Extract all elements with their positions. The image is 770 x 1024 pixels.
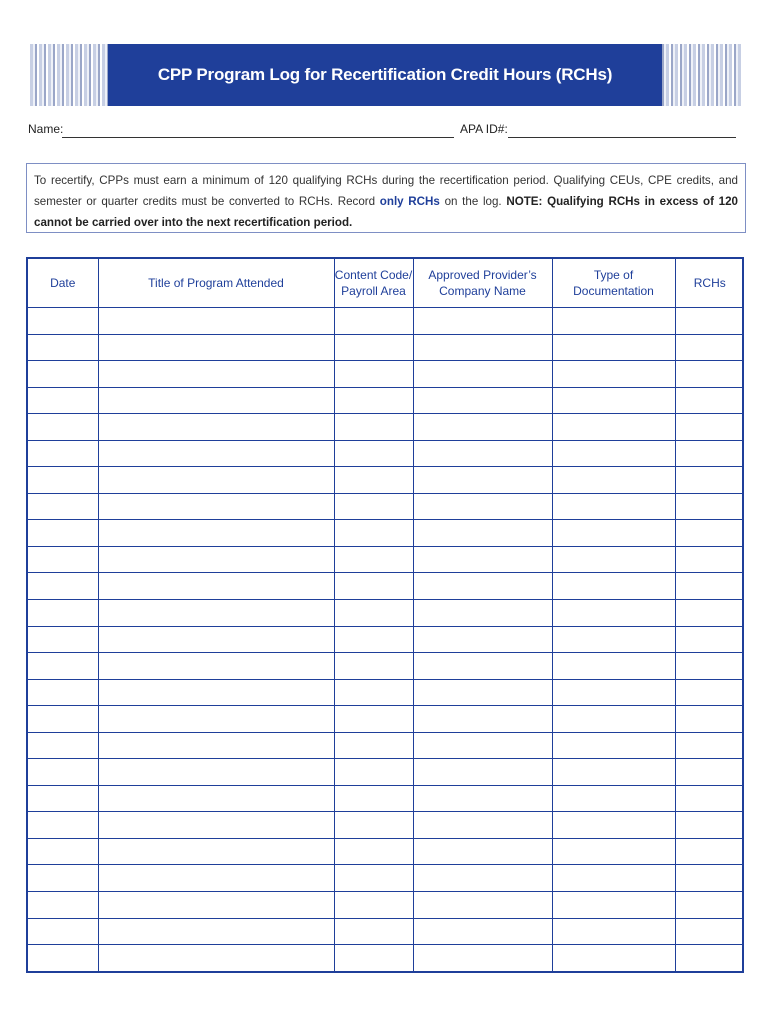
cell-content-code[interactable] [334, 387, 413, 414]
cell-content-code[interactable] [334, 600, 413, 627]
cell-date[interactable] [28, 653, 98, 680]
cell-provider[interactable] [413, 706, 552, 733]
apa-id-label: APA ID#: [460, 122, 508, 136]
cell-title[interactable] [98, 334, 334, 361]
cell-rchs[interactable] [675, 467, 744, 494]
cell-provider[interactable] [413, 600, 552, 627]
cell-rchs[interactable] [675, 493, 744, 520]
table-row [28, 812, 744, 839]
instructions-text: To recertify, CPPs must earn a minimum of 120 qualifying RCHs during the recertification period. Qualifying CEUs, CPE credits, and semester or quarter credits must be converted to RCHs. Record [34, 174, 738, 208]
cell-date[interactable] [28, 918, 98, 945]
cell-documentation[interactable] [552, 865, 675, 892]
cell-date[interactable] [28, 334, 98, 361]
cell-title[interactable] [98, 626, 334, 653]
cell-title[interactable] [98, 493, 334, 520]
cell-rchs[interactable] [675, 387, 744, 414]
cell-date[interactable] [28, 945, 98, 971]
cell-provider[interactable] [413, 573, 552, 600]
cell-documentation[interactable] [552, 785, 675, 812]
cell-rchs[interactable] [675, 573, 744, 600]
table-row [28, 918, 744, 945]
cell-documentation[interactable] [552, 679, 675, 706]
cell-content-code[interactable] [334, 440, 413, 467]
cell-rchs[interactable] [675, 892, 744, 919]
cell-provider[interactable] [413, 679, 552, 706]
cell-content-code[interactable] [334, 838, 413, 865]
cell-date[interactable] [28, 493, 98, 520]
cell-documentation[interactable] [552, 732, 675, 759]
cell-content-code[interactable] [334, 918, 413, 945]
cell-title[interactable] [98, 414, 334, 441]
cell-rchs[interactable] [675, 308, 744, 335]
cell-documentation[interactable] [552, 892, 675, 919]
table-row [28, 387, 744, 414]
cell-rchs[interactable] [675, 414, 744, 441]
cell-documentation[interactable] [552, 838, 675, 865]
cell-provider[interactable] [413, 653, 552, 680]
title-bar [108, 44, 662, 106]
cell-title[interactable] [98, 546, 334, 573]
cell-documentation[interactable] [552, 945, 675, 971]
cell-date[interactable] [28, 812, 98, 839]
cell-documentation[interactable] [552, 573, 675, 600]
cell-documentation[interactable] [552, 308, 675, 335]
cell-content-code[interactable] [334, 546, 413, 573]
cell-provider[interactable] [413, 440, 552, 467]
table-body [28, 308, 744, 972]
cell-provider[interactable] [413, 387, 552, 414]
cell-content-code[interactable] [334, 414, 413, 441]
cell-date[interactable] [28, 892, 98, 919]
cell-date[interactable] [28, 706, 98, 733]
table-row [28, 546, 744, 573]
cell-content-code[interactable] [334, 812, 413, 839]
cell-title[interactable] [98, 785, 334, 812]
cell-title[interactable] [98, 865, 334, 892]
cell-date[interactable] [28, 414, 98, 441]
col-header-title: Title of Program Attended [98, 259, 334, 308]
table-row [28, 679, 744, 706]
cell-title[interactable] [98, 945, 334, 971]
cell-provider[interactable] [413, 493, 552, 520]
table-row [28, 759, 744, 786]
cell-title[interactable] [98, 600, 334, 627]
decorative-stripes-left [28, 44, 108, 106]
cell-documentation[interactable] [552, 387, 675, 414]
cell-title[interactable] [98, 918, 334, 945]
apa-id-field[interactable] [508, 137, 736, 138]
cell-provider[interactable] [413, 865, 552, 892]
table-row [28, 838, 744, 865]
cell-provider[interactable] [413, 308, 552, 335]
cell-title[interactable] [98, 653, 334, 680]
table-row [28, 573, 744, 600]
table-row [28, 308, 744, 335]
cell-title[interactable] [98, 838, 334, 865]
cell-rchs[interactable] [675, 838, 744, 865]
cell-title[interactable] [98, 573, 334, 600]
table-row [28, 732, 744, 759]
cell-rchs[interactable] [675, 334, 744, 361]
cell-title[interactable] [98, 759, 334, 786]
instructions-text-2: on the log. [439, 195, 507, 208]
cell-date[interactable] [28, 440, 98, 467]
cell-date[interactable] [28, 600, 98, 627]
cell-date[interactable] [28, 520, 98, 547]
cell-content-code[interactable] [334, 573, 413, 600]
cell-documentation[interactable] [552, 812, 675, 839]
cell-date[interactable] [28, 573, 98, 600]
cell-documentation[interactable] [552, 361, 675, 388]
cell-content-code[interactable] [334, 626, 413, 653]
cell-title[interactable] [98, 308, 334, 335]
cell-documentation[interactable] [552, 520, 675, 547]
table-row [28, 361, 744, 388]
cell-content-code[interactable] [334, 308, 413, 335]
cell-provider[interactable] [413, 520, 552, 547]
cell-content-code[interactable] [334, 679, 413, 706]
cell-rchs[interactable] [675, 520, 744, 547]
cell-date[interactable] [28, 865, 98, 892]
cell-title[interactable] [98, 440, 334, 467]
cell-documentation[interactable] [552, 706, 675, 733]
table-row [28, 892, 744, 919]
cell-content-code[interactable] [334, 706, 413, 733]
cell-documentation[interactable] [552, 759, 675, 786]
cell-rchs[interactable] [675, 361, 744, 388]
cell-content-code[interactable] [334, 785, 413, 812]
cell-rchs[interactable] [675, 626, 744, 653]
table-row [28, 626, 744, 653]
table-row [28, 945, 744, 971]
cell-content-code[interactable] [334, 467, 413, 494]
cell-rchs[interactable] [675, 785, 744, 812]
header-banner [28, 44, 742, 106]
identification-line [28, 120, 742, 142]
name-field[interactable] [62, 137, 454, 138]
instructions-note: NOTE: Qualifying RCHs in excess of 120 cannot be carried over into the next recertification period. [34, 195, 739, 229]
cell-rchs[interactable] [675, 732, 744, 759]
table-row [28, 334, 744, 361]
cell-rchs[interactable] [675, 546, 744, 573]
table-row [28, 600, 744, 627]
instructions-highlight: only RCHs [379, 195, 440, 208]
cell-title[interactable] [98, 892, 334, 919]
cell-documentation[interactable] [552, 334, 675, 361]
cell-title[interactable] [98, 361, 334, 388]
cell-content-code[interactable] [334, 520, 413, 547]
cell-provider[interactable] [413, 838, 552, 865]
table-row [28, 440, 744, 467]
table-row [28, 520, 744, 547]
cell-content-code[interactable] [334, 653, 413, 680]
cell-title[interactable] [98, 732, 334, 759]
page-title: CPP Program Log for Recertification Credit Hours (RCHs) [157, 65, 613, 84]
table-row [28, 865, 744, 892]
table-row [28, 414, 744, 441]
cell-content-code[interactable] [334, 945, 413, 971]
cell-rchs[interactable] [675, 918, 744, 945]
cell-rchs[interactable] [675, 759, 744, 786]
cell-documentation[interactable] [552, 653, 675, 680]
cell-documentation[interactable] [552, 440, 675, 467]
cell-documentation[interactable] [552, 546, 675, 573]
cell-provider[interactable] [413, 812, 552, 839]
cell-date[interactable] [28, 679, 98, 706]
cell-provider[interactable] [413, 785, 552, 812]
cell-documentation[interactable] [552, 493, 675, 520]
cell-content-code[interactable] [334, 759, 413, 786]
cell-content-code[interactable] [334, 361, 413, 388]
col-header-date: Date [28, 259, 98, 308]
cell-rchs[interactable] [675, 945, 744, 971]
cell-rchs[interactable] [675, 440, 744, 467]
cell-title[interactable] [98, 706, 334, 733]
cell-title[interactable] [98, 812, 334, 839]
cell-date[interactable] [28, 626, 98, 653]
table-row [28, 653, 744, 680]
cell-rchs[interactable] [675, 653, 744, 680]
cell-title[interactable] [98, 387, 334, 414]
cell-content-code[interactable] [334, 334, 413, 361]
cell-content-code[interactable] [334, 892, 413, 919]
cell-provider[interactable] [413, 361, 552, 388]
cell-documentation[interactable] [552, 414, 675, 441]
instructions-box [26, 163, 746, 233]
cell-provider[interactable] [413, 732, 552, 759]
cell-date[interactable] [28, 361, 98, 388]
col-header-rchs: RCHs [675, 259, 744, 308]
cell-rchs[interactable] [675, 600, 744, 627]
program-log-table [26, 257, 744, 973]
cell-rchs[interactable] [675, 679, 744, 706]
cell-provider[interactable] [413, 467, 552, 494]
cell-provider[interactable] [413, 945, 552, 971]
cell-documentation[interactable] [552, 467, 675, 494]
cell-provider[interactable] [413, 759, 552, 786]
cell-content-code[interactable] [334, 865, 413, 892]
cell-title[interactable] [98, 679, 334, 706]
cell-rchs[interactable] [675, 812, 744, 839]
cell-content-code[interactable] [334, 493, 413, 520]
col-header-content-code: Content Code/ Payroll Area [334, 259, 413, 308]
cell-date[interactable] [28, 785, 98, 812]
col-header-documentation: Type of Documentation [552, 259, 675, 308]
cell-date[interactable] [28, 308, 98, 335]
cell-date[interactable] [28, 546, 98, 573]
cell-documentation[interactable] [552, 918, 675, 945]
cell-date[interactable] [28, 838, 98, 865]
table-row [28, 493, 744, 520]
cell-content-code[interactable] [334, 732, 413, 759]
cell-date[interactable] [28, 759, 98, 786]
table-row [28, 467, 744, 494]
table-row [28, 706, 744, 733]
table-row [28, 785, 744, 812]
cell-provider[interactable] [413, 626, 552, 653]
cell-provider[interactable] [413, 334, 552, 361]
cell-title[interactable] [98, 467, 334, 494]
cell-date[interactable] [28, 467, 98, 494]
cell-provider[interactable] [413, 918, 552, 945]
cell-provider[interactable] [413, 892, 552, 919]
cell-date[interactable] [28, 732, 98, 759]
cell-rchs[interactable] [675, 865, 744, 892]
cell-title[interactable] [98, 520, 334, 547]
cell-provider[interactable] [413, 546, 552, 573]
table-header-row [28, 259, 744, 308]
decorative-stripes-right [662, 44, 742, 106]
cell-documentation[interactable] [552, 600, 675, 627]
cell-date[interactable] [28, 387, 98, 414]
col-header-provider: Approved Provider’s Company Name [413, 259, 552, 308]
cell-provider[interactable] [413, 414, 552, 441]
cell-rchs[interactable] [675, 706, 744, 733]
cell-documentation[interactable] [552, 626, 675, 653]
name-label: Name: [28, 122, 64, 136]
